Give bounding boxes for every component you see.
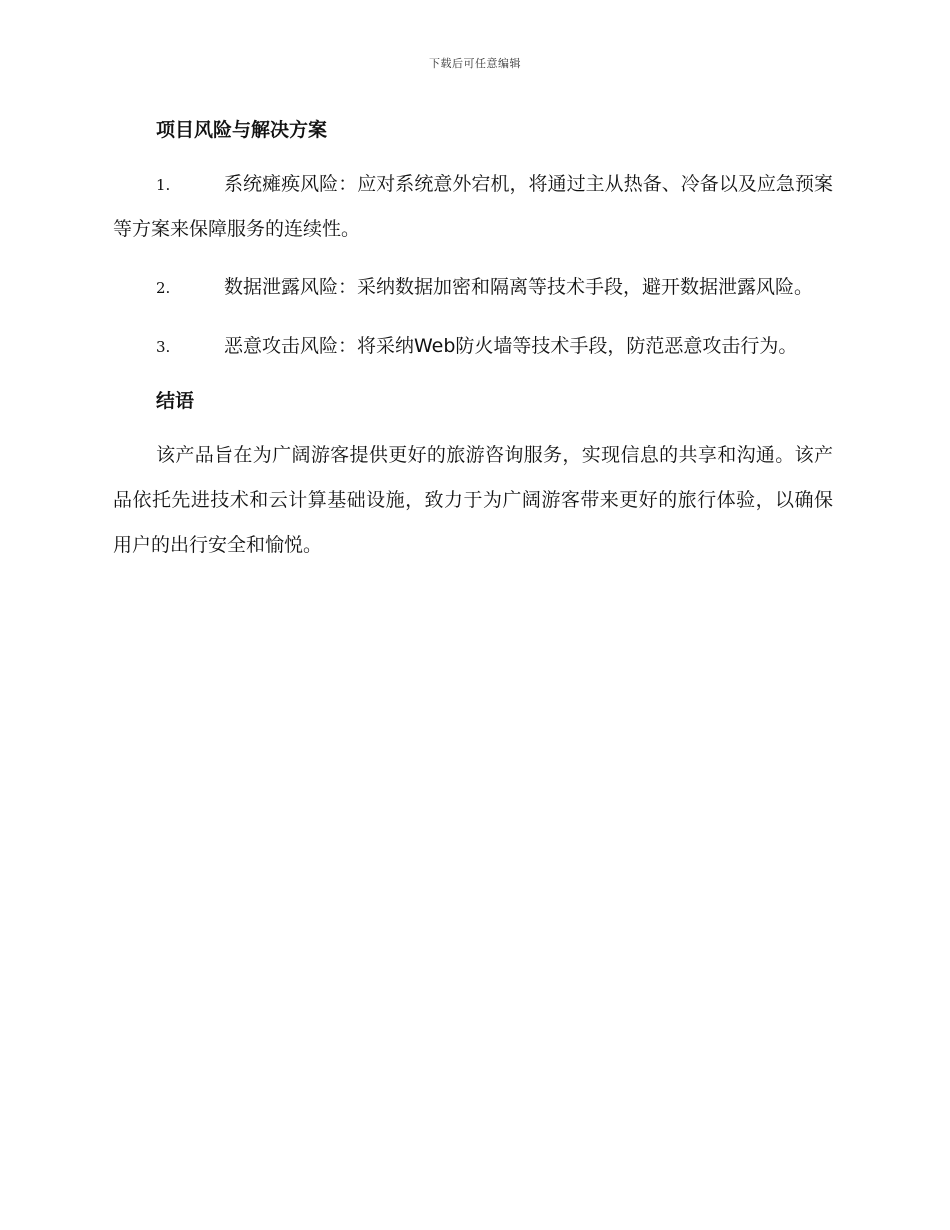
risk-item-2 (113, 265, 833, 310)
risk-item-1 (113, 162, 833, 251)
risk-item-2-number: 2. (156, 279, 171, 297)
risk-item-2-text: 数据泄露风险：采纳数据加密和隔离等技术手段，避开数据泄露风险。 (224, 276, 814, 298)
risk-item-3 (113, 324, 833, 369)
risk-item-1-number: 1. (156, 176, 171, 194)
risk-item-3-number: 3. (156, 338, 171, 356)
document-content (113, 112, 833, 568)
risk-item-1-text: 系统瘫痪风险：应对系统意外宕机，将通过主从热备、冷备以及应急预案等方案来保障服务的连续性。 (113, 173, 833, 240)
header-note: 下载后可任意编辑 (429, 57, 521, 70)
conclusion-paragraph: 该产品旨在为广阔游客提供更好的旅游咨询服务，实现信息的共享和沟通。该产品依托先进技术和云计算基础设施，致力于为广阔游客带来更好的旅行体验，以确保用户的出行安全和愉悦。 (113, 444, 833, 556)
risk-section-heading: 项目风险与解决方案 (156, 119, 328, 141)
risk-item-3-text: 恶意攻击风险：将采纳Web防火墙等技术手段，防范恶意攻击行为。 (224, 335, 798, 357)
conclusion-heading: 结语 (156, 390, 195, 412)
